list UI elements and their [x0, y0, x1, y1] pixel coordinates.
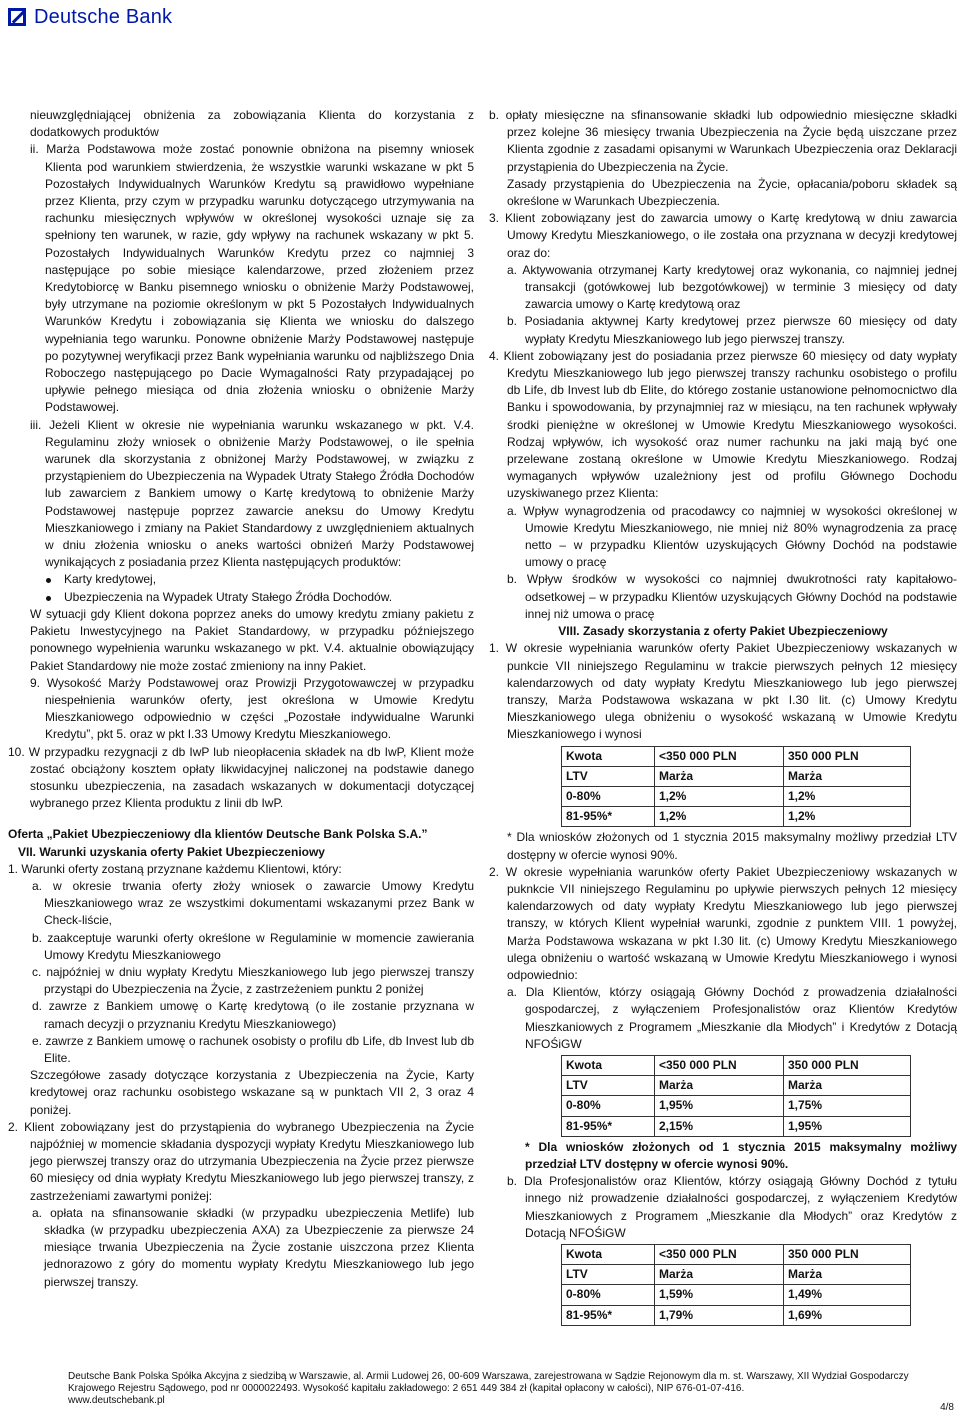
paragraph: 2. Klient zobowiązany jest do przystąpienia do wybranego Ubezpieczenia na Życie najpóźniej w momencie składania dyspozycji wypłaty Kredytu Mieszkaniowego lub jego pierwszej transzy oraz do utrzymania Ubezpieczenia na Życie przez pierwsze 60 miesięcy od dnia wypłaty Kredytu Mieszkaniowego lub jego pierwszej transzy, z zastrzeżeniami zawartymi poniżej:: [8, 1119, 474, 1203]
list-item: b. Dla Profesjonalistów oraz Klientów, którzy osiągają Główny Dochód z tytułu innego niż prowadzenie działalności gospodarczej, z wyłączeniem Kredytów Mieszkaniowych z Programem „Mieszkanie dla Młodych” oraz Kredytów z Dotacją NFOŚiGW: [507, 1174, 957, 1240]
list-item: d. zawrze z Bankiem umowę o Kartę kredytową (o ile zostanie przyznana w ramach decyzji o przyznaniu Kredytu Mieszkaniowego): [32, 999, 474, 1031]
page-footer: [68, 1371, 958, 1407]
deutsche-bank-logo: [8, 6, 172, 28]
right-column: [489, 107, 957, 1328]
table-cell: 1,59%: [655, 1285, 784, 1305]
table-cell: 0-80%: [562, 1096, 655, 1116]
table-header-cell: 350 000 PLN: [784, 1245, 911, 1265]
table-cell: 1,2%: [784, 786, 911, 806]
paragraph: nieuwzględniającej obniżenia za zobowiązania Klienta do korzystania z dodatkowych produktów: [30, 108, 474, 140]
table-header-cell: Kwota: [562, 1245, 655, 1265]
list-item: 1. W okresie wypełniania warunków oferty Pakiet Ubezpieczeniowy wskazanych w punkcie VII niniejszego Regulaminu w trakcie pierwszych pełnych 12 miesięcy kalendarzowych od daty wypłaty Kredytu Mieszkaniowego lub jego pierwszej transzy, Marża Podstawowa wskazana w pkt I.30 lit. (c) Umowy Kredytu Mieszkaniowego ulega obniżeniu o wysokość wskazaną w Umowie Kredytu Mieszkaniowego i wynosi: [489, 641, 957, 742]
table-cell: 81-95%*: [562, 807, 655, 827]
bullet-icon: [46, 578, 51, 583]
paragraph: W sytuacji gdy Klient dokona poprzez aneks do umowy kredytu zmiany pakietu z Pakietu Inwestycyjnego na Pakiet Standardowy, w przypadku późniejszego ponownego wypełnienia warunku wskazanego w pkt. V.4. aktualnie obowiązujący Pakiet Standardowy nie może zostać zmieniony na inny Pakiet.: [30, 606, 474, 673]
paragraph: 10. W przypadku rezygnacji z db IwP lub nieopłacenia składek na db IwP, Klient może zostać obciążony kosztem opłaty likwidacyjnej naliczonej na podstawie danego stosunku ubezpieczenia, na zasadach wskazanych w dokumentacji dotyczącej wybranego przez Klienta produktu z linii db IwP.: [8, 744, 474, 811]
table-cell: LTV: [562, 766, 655, 786]
table-cell: Marża: [655, 1265, 784, 1285]
table-cell: 1,95%: [784, 1116, 911, 1136]
left-column: [8, 107, 474, 1291]
table-cell: Marża: [784, 766, 911, 786]
paragraph: Zasady przystąpienia do Ubezpieczenia na Życie, opłacania/poboru składek są określone w Warunkach Ubezpieczenia.: [507, 176, 957, 209]
table-header-cell: <350 000 PLN: [655, 1055, 784, 1075]
table-cell: 2,15%: [655, 1116, 784, 1136]
table-cell: 1,2%: [655, 807, 784, 827]
margin-table-1: [561, 746, 911, 828]
table-cell: Marża: [784, 1265, 911, 1285]
table-cell: 1,79%: [655, 1305, 784, 1325]
list-item: a. w okresie trwania oferty złoży wniosek o zawarcie Umowy Kredytu Mieszkaniowego wraz ze wszystkimi dokumentami wskazanymi przez Bank w Check-liście,: [32, 878, 474, 928]
margin-table-2: [561, 1055, 911, 1137]
list-item: 3. Klient zobowiązany jest do zawarcia umowy o Kartę kredytową w dniu zawarcia Umowy Kredytu Mieszkaniowego, o ile została ona przyznana w decyzji kredytowej oraz do:: [489, 211, 957, 260]
table-cell: 0-80%: [562, 786, 655, 806]
section-title: Oferta „Pakiet Ubezpieczeniowy dla klientów Deutsche Bank Polska S.A.”: [8, 827, 428, 842]
footnote: * Dla wniosków złożonych od 1 stycznia 2015 maksymalny możliwy przedział LTV dostępny w ofercie wynosi 90%.: [507, 830, 957, 862]
table-header-cell: 350 000 PLN: [784, 746, 911, 766]
list-item: a. opłata na sfinansowanie składki (w przypadku ubezpieczenia Metlife) lub składka (w przypadku ubezpieczenia AXA) za Ubezpieczenie za pierwsze 24 miesiące trwania Ubezpieczenia na Życie zostanie uiszczona przez Klienta jednorazowo z góry do momentu wypłaty Kredytu Mieszkaniowego lub jego pierwszej transzy.: [32, 1205, 474, 1289]
list-item: a. Dla Klientów, którzy osiągają Główny Dochód z prowadzenia działalności gospodarczej, z wyłączeniem Profesjonalistów oraz Klientów Kredytów Mieszkaniowych z Programem „Mieszkanie dla Młodych” i Kredytów z Dotacją NFOŚiGW: [507, 985, 957, 1051]
table-header-cell: <350 000 PLN: [655, 1245, 784, 1265]
paragraph: Szczegółowe zasady dotyczące korzystania z Ubezpieczenia na Życie, Karty kredytowej oraz rachunku osobistego wskazane są w punktach VII 2, 3 oraz 4 poniżej.: [30, 1068, 474, 1117]
table-cell: LTV: [562, 1076, 655, 1096]
table-cell: 1,75%: [784, 1096, 911, 1116]
db-logo-icon: [8, 8, 26, 26]
list-item: a. Aktywowania otrzymanej Karty kredytowej oraz wykonania, co najmniej jednej transakcji (gotówkowej lub bezgotówkowej) w terminie 3 miesięcy od daty zawarcia umowy o Kartę kredytową oraz: [507, 262, 957, 312]
table-cell: Marża: [655, 1076, 784, 1096]
list-item: 4. Klient zobowiązany jest do posiadania przez pierwsze 60 miesięcy od daty wypłaty Kredytu Mieszkaniowego lub jego pierwszej transzy rachunku osobistego o profilu db Life, db Invest lub db Elite, do którego zostanie ustanowione pełnomocnictwo dla Banku i spowodowania, by przynajmniej raz w miesiącu, na ten rachunek wpływały środki pieniężne w określonej w Umowie Kredytu Mieszkaniowego wysokości. Rodzaj wpływów, ich wysokość oraz numer rachunku na jaki mają być one przelewane zostaną określone w Umowie Kredytu Mieszkaniowego. Rodzaj wymaganych wpływów uzależniony jest od profilu Głównego Dochodu uzyskiwanego przez Klienta:: [489, 348, 957, 501]
footnote: * Dla wniosków złożonych od 1 stycznia 2015 maksymalny możliwy przedział LTV dostępny w ofercie wynosi 90%.: [525, 1139, 957, 1171]
table-header-cell: <350 000 PLN: [655, 746, 784, 766]
margin-table-3: [561, 1244, 911, 1326]
list-item: b. opłaty miesięczne na sfinansowanie składki lub odpowiednio miesięczne składki przez kolejne 36 miesięcy trwania Ubezpieczenia na Życie będą uiszczane przez Klienta zgodnie z zasadami opisanymi w Warunkach Ubezpieczenia oraz Deklaracji przystąpienia do Ubezpieczenia na Życie.: [489, 108, 957, 174]
paragraph: ii. Marża Podstawowa może zostać ponownie obniżona na pisemny wniosek Klienta pod warunkiem stwierdzenia, że wszystkie warunki wskazane w pkt 5 Pozostałych Indywidualnych Warunków Kredytu są prawidłowo wypełniane przez Klienta, przy czym w przypadku warunku dotyczącego utrzymywania na rachunku miesięcznych wpływów w określonej wysokości uznaje się za spełniony ten warunek, w razie, gdy wpływy na rachunek wskazany w pkt 5. Pozostałych Indywidualnych Warunków Kredytu przez co najmniej 3 następujące po sobie miesiące kalendarzowe, przed złożeniem przez Kredytobiorcę w Banku pisemnego wniosku o obniżenie Marży Podstawowej, były utrzymane na poziomie określonym w pkt 5 Pozostałych Indywidualnych Warunków Kredytu i zobowiązania się Klienta we wniosku do dalszego wypełniania tego warunku. Ponowne obniżenie Marży Podstawowej następuje po pozytywnej weryfikacji przez Bank wypełniania warunku od najbliższego Dnia Roboczego następującego po Dacie Wymagalności Raty przypadającej po upływie pełnego miesiąca od dnia złożenia wniosku o obniżenie Marży Podstawowej.: [30, 142, 474, 415]
table-header-cell: Kwota: [562, 1055, 655, 1075]
footer-line: Krajowego Rejestru Sądowego, pod nr 0000022493. Wysokość kapitału zakładowego: 2 651 449 384 zł (kapitał opłacony w całości), NIP 676-01-07-416.: [68, 1383, 745, 1394]
section-heading: VIII. Zasady skorzystania z oferty Pakiet Ubezpieczeniowy: [558, 624, 888, 639]
table-header-cell: 350 000 PLN: [784, 1055, 911, 1075]
table-cell: 1,95%: [655, 1096, 784, 1116]
list-item: e. zawrze z Bankiem umowę o rachunek osobisty o profilu db Life, db Invest lub db Elite.: [32, 1033, 474, 1065]
page-number: 4/8: [940, 1402, 954, 1413]
table-cell: 81-95%*: [562, 1305, 655, 1325]
table-cell: 0-80%: [562, 1285, 655, 1305]
list-item: a. Wpływ wynagrodzenia od pracodawcy co najmniej w wysokości określonej w Umowie Kredytu Mieszkaniowego, nie mniej niż 80% wynagrodzenia za pracę netto – w przypadku Klientów uzyskujących Główny Dochód na podstawie umowy o pracę: [507, 503, 957, 570]
list-item: 2. W okresie wypełniania warunków oferty Pakiet Ubezpieczeniowy wskazanych w puknkcie VII niniejszego Regulaminu po upływie pierwszych pełnych 12 miesięcy kalendarzowych od daty wypłaty Kredytu Mieszkaniowego lub jego pierwszej transzy, w których Klient wypełniał warunki, zgodnie z punktem VIII. 1 powyżej, Marża Podstawowa wskazana w pkt I.30 lit. (c) Umowy Kredytu Mieszkaniowego ulega obniżeniu o wartość wskazaną w Umowie Kredytu Mieszkaniowego i wynosi odpowiednio:: [489, 864, 957, 982]
table-cell: 1,2%: [784, 807, 911, 827]
table-cell: 1,49%: [784, 1285, 911, 1305]
list-item: b. zaakceptuje warunki oferty określone w Regulaminie w momencie zawierania Umowy Kredytu Mieszkaniowego: [32, 930, 474, 962]
list-item: b. Wpływ środków w wysokości co najmniej dwukrotności raty kapitałowo-odsetkowej – w przypadku Klientów uzyskujących Główny Dochód na podstawie innej niż umowa o pracę: [507, 572, 957, 621]
list-item: b. Posiadania aktywnej Karty kredytowej przez pierwsze 60 miesięcy od daty wypłaty Kredytu Mieszkaniowego lub jego pierwszej transzy.: [507, 314, 957, 346]
table-cell: LTV: [562, 1265, 655, 1285]
logo-text: Deutsche Bank: [34, 5, 173, 28]
paragraph: iii. Jeżeli Klient w okresie nie wypełniania warunku wskazanego w pkt. V.4. Regulaminu złoży wniosek o obniżenie Marży Podstawowej, o ile spełnia warunek dla skorzystania z obniżonej Marży Podstawowej, w związku z przystąpieniem do Ubezpieczenia na Wypadek Utraty Stałego Źródła Dochodów lub zawarciem z Bankiem umowy o Kartę kredytową to obniżenie Marży Podstawowej następuje poprzez zawarcie aneksu do Umowy Kredytu Mieszkaniowego i zmiany na Pakiet Standardowy z uwzględnieniem aktualnych w dniu złożenia wniosku o aneks wartości obniżeń Marży Podstawowej wynikających z posiadania przez Klienta następujących produktów:: [30, 417, 474, 570]
section-heading: VII. Warunki uzyskania oferty Pakiet Ubezpieczeniowy: [18, 844, 325, 859]
table-cell: 1,2%: [655, 786, 784, 806]
footer-link: www.deutschebank.pl: [68, 1395, 165, 1406]
paragraph: 1. Warunki oferty zostaną przyznane każdemu Klientowi, który:: [8, 861, 342, 876]
list-item: Ubezpieczenia na Wypadek Utraty Stałego Źródła Dochodów.: [8, 589, 474, 606]
paragraph: 9. Wysokość Marży Podstawowej oraz Prowizji Przygotowawczej w przypadku niespełnienia warunków oferty, jest określona w Umowie Kredytu Mieszkaniowego odpowiednio w części „Pozostałe indywidualne Warunki Kredytu”, pkt 5. oraz w pkt I.33 Umowy Kredytu Mieszkaniowego.: [30, 675, 474, 742]
table-cell: 81-95%*: [562, 1116, 655, 1136]
table-cell: Marża: [655, 766, 784, 786]
list-item: Karty kredytowej,: [8, 571, 474, 588]
footer-line: Deutsche Bank Polska Spółka Akcyjna z siedzibą w Warszawie, al. Armii Ludowej 26, 00-609 Warszawa, zarejestrowana w Sądzie Rejonowym dla m. st. Warszawy, XII Wydział Gospodarczy: [68, 1371, 909, 1382]
table-cell: Marża: [784, 1076, 911, 1096]
table-cell: 1,69%: [784, 1305, 911, 1325]
list-item: c. najpóźniej w dniu wypłaty Kredytu Mieszkaniowego lub jego pierwszej transzy przystąpi do Ubezpieczenia na Życie, z zastrzeżeniem punktu 2 poniżej: [32, 964, 474, 997]
table-header-cell: Kwota: [562, 746, 655, 766]
bullet-icon: [46, 596, 51, 601]
